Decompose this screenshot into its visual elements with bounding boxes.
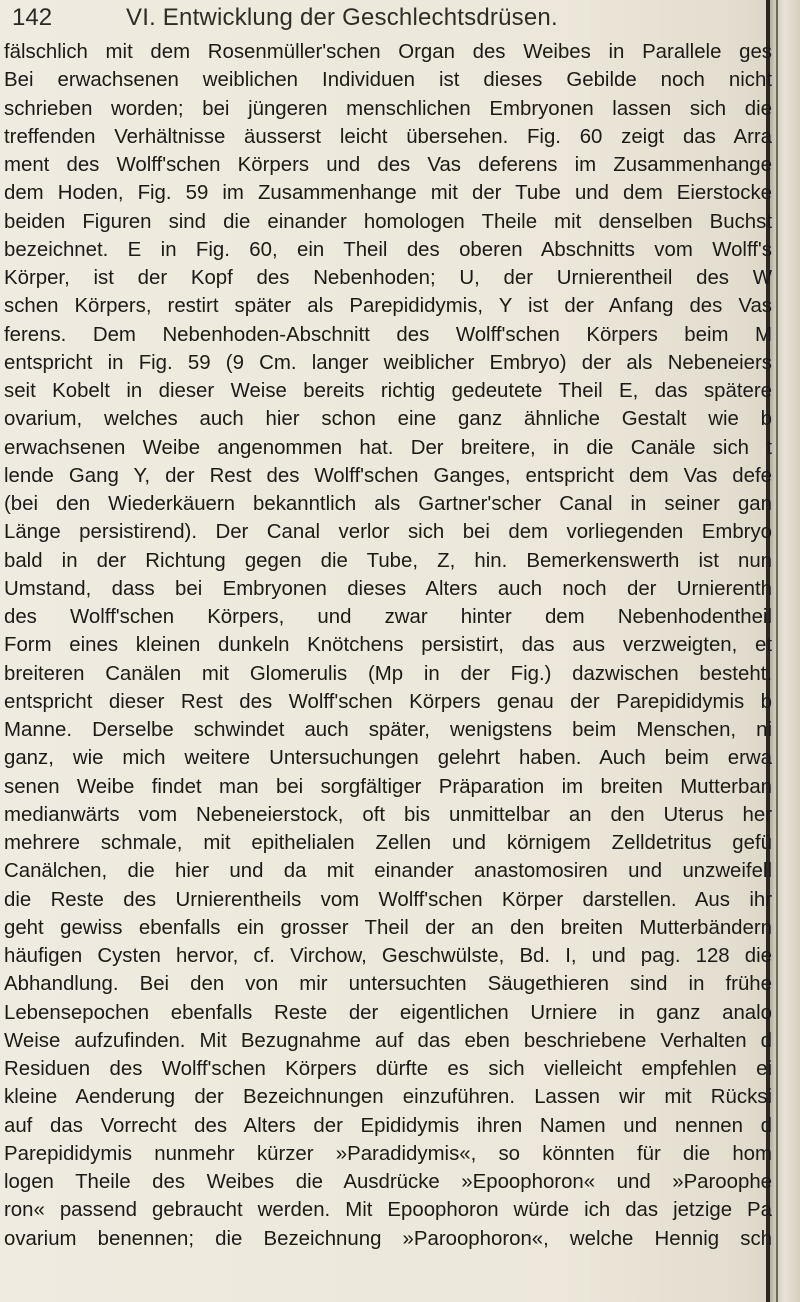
- text-line: entspricht dieser Rest des Wolff'schen Körpers genau der Parepididymis b: [4, 690, 772, 713]
- text-line: erwachsenen Weibe angenommen hat. Der breitere, in die Canäle sich t: [4, 436, 772, 459]
- text-line: ovarium benennen; die Bezeichnung »Paroophoron«, welche Hennig sch: [4, 1227, 772, 1250]
- text-line: mehrere schmale, mit epithelialen Zellen und körnigem Zelldetritus gefü: [4, 832, 772, 854]
- text-line: Länge persistirend). Der Canal verlor sich bei dem vorliegenden Embryo: [4, 521, 772, 544]
- text-line: ron« passend gebraucht werden. Mit Epoophoron würde ich das jetzige Pa: [4, 1199, 772, 1222]
- text-line: häufigen Cysten hervor, cf. Virchow, Geschwülste, Bd. I, und pag. 128 die: [4, 945, 772, 967]
- text-line: Residuen des Wolff'schen Körpers dürfte es sich vielleicht empfehlen ei: [4, 1058, 772, 1080]
- text-line: ganz, wie mich weitere Untersuchungen gelehrt haben. Auch beim erwa: [4, 747, 772, 770]
- binding-edge: [776, 0, 778, 1302]
- text-line: kleine Aenderung der Bezeichnungen einzuführen. Lassen wir mit Rücksi: [4, 1086, 772, 1109]
- running-head: VI. Entwicklung der Geschlechtsdrüsen.: [126, 4, 558, 31]
- text-line: Abhandlung. Bei den von mir untersuchten Säugethieren sind in frühe: [4, 973, 772, 996]
- text-line: schrieben worden; bei jüngeren menschlichen Embryonen lassen sich die: [4, 97, 772, 120]
- text-line: breiteren Canälen mit Glomerulis (Mp in der Fig.) dazwischen besteht.: [4, 662, 772, 685]
- text-line: dem Hoden, Fig. 59 im Zusammenhange mit der Tube und dem Eierstocke: [4, 182, 772, 205]
- text-line: bald in der Richtung gegen die Tube, Z, hin. Bemerkenswerth ist nun: [4, 549, 772, 572]
- text-line: seit Kobelt in dieser Weise bereits richtig gedeutete Theil E, das spätere: [4, 380, 772, 402]
- text-line: geht gewiss ebenfalls ein grosser Theil der an den breiten Mutterbändern: [4, 916, 772, 939]
- text-line: die Reste des Urnierentheils vom Wolff'schen Körper darstellen. Aus ihr: [4, 888, 772, 911]
- text-line: senen Weibe findet man bei sorgfältiger Präparation im breiten Mutterban: [4, 775, 772, 798]
- text-line: Bei erwachsenen weiblichen Individuen ist dieses Gebilde noch nicht: [4, 69, 772, 92]
- text-line: medianwärts vom Nebeneierstock, oft bis unmittelbar an den Uterus her: [4, 803, 772, 826]
- text-line: Lebensepochen ebenfalls Reste der eigentlichen Urniere in ganz analo: [4, 1001, 772, 1024]
- text-line: (bei den Wiederkäuern bekanntlich als Gartner'scher Canal in seiner gan: [4, 493, 772, 515]
- text-line: lende Gang Y, der Rest des Wolff'schen Ganges, entspricht dem Vas defe: [4, 464, 772, 487]
- text-line: beiden Figuren sind die einander homologen Theile mit denselben Buchst: [4, 210, 772, 233]
- text-line: Umstand, dass bei Embryonen dieses Alters auch noch der Urnierenth: [4, 577, 772, 600]
- text-line: ovarium, welches auch hier schon eine ganz ähnliche Gestalt wie b: [4, 408, 772, 431]
- text-line: Canälchen, die hier und da mit einander anastomosiren und unzweifell: [4, 860, 772, 883]
- text-line: Manne. Derselbe schwindet auch später, wenigstens beim Menschen, ni: [4, 719, 772, 741]
- text-line: ferens. Dem Nebenhoden-Abschnitt des Wolff'schen Körpers beim M: [4, 323, 772, 346]
- text-line: Körper, ist der Kopf des Nebenhoden; U, der Urnierentheil des W: [4, 267, 772, 289]
- text-line: treffenden Verhältnisse äusserst leicht übersehen. Fig. 60 zeigt das Arra: [4, 125, 772, 148]
- text-line: Weise aufzufinden. Mit Bezugnahme auf das eben beschriebene Verhalten d: [4, 1029, 772, 1052]
- text-line: Form eines kleinen dunkeln Knötchens persistirt, das aus verzweigten, et: [4, 634, 772, 657]
- body-text: [4, 38, 772, 1253]
- text-line: fälschlich mit dem Rosenmüller'schen Organ des Weibes in Parallele ges: [4, 41, 772, 63]
- text-line: ment des Wolff'schen Körpers und des Vas deferens im Zusammenhange: [4, 154, 772, 176]
- page-header: [8, 4, 768, 34]
- text-line: schen Körpers, restirt später als Parepididymis, Y ist der Anfang des Vas: [4, 295, 772, 318]
- text-line: logen Theile des Weibes die Ausdrücke »Epoophoron« und »Paroophe: [4, 1171, 772, 1193]
- text-line: bezeichnet. E in Fig. 60, ein Theil des oberen Abschnitts vom Wolff's: [4, 238, 772, 261]
- text-line: des Wolff'schen Körpers, und zwar hinter dem Nebenhodentheil: [4, 606, 772, 628]
- text-line: Parepididymis nunmehr kürzer »Paradidymis«, so könnten für die hom: [4, 1142, 772, 1165]
- text-line: auf das Vorrecht des Alters der Epididymis ihren Namen und nennen d: [4, 1114, 772, 1137]
- text-line: entspricht in Fig. 59 (9 Cm. langer weiblicher Embryo) der als Nebeneiers: [4, 351, 772, 374]
- page-number: 142: [12, 4, 53, 31]
